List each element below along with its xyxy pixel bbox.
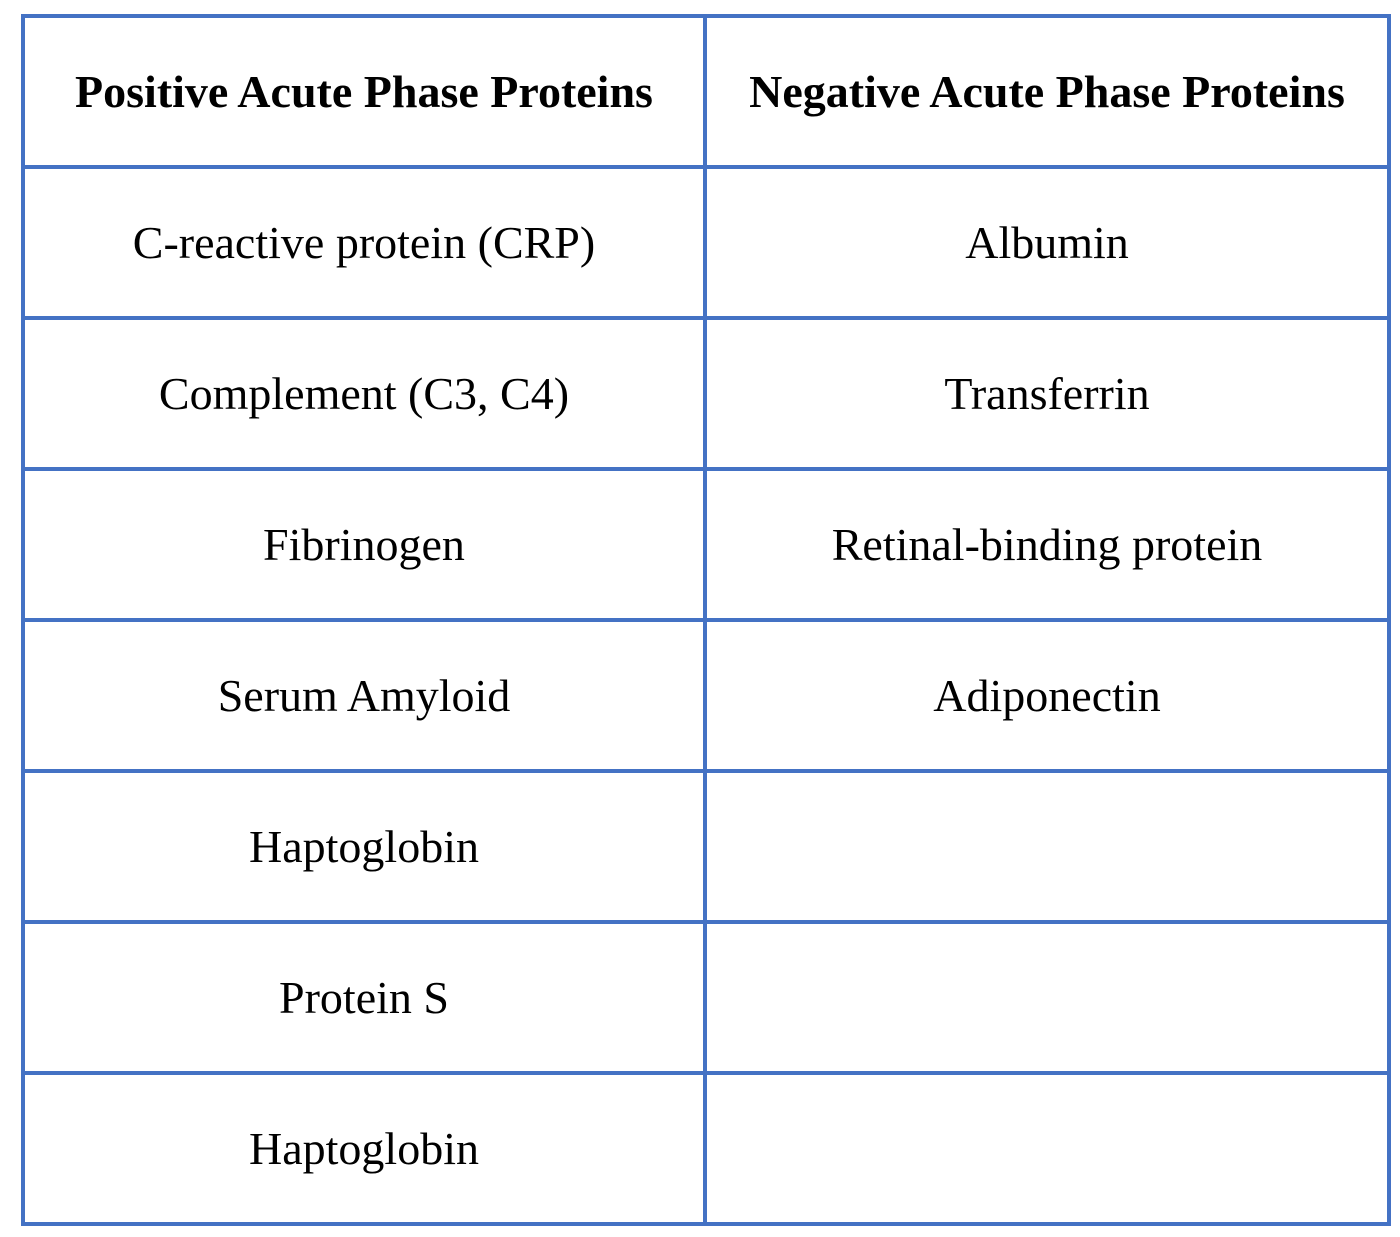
negative-cell [705, 771, 1389, 922]
table-row [23, 620, 1389, 771]
negative-cell [705, 922, 1389, 1073]
positive-cell: Haptoglobin [23, 771, 705, 922]
table-header-row [23, 16, 1389, 167]
positive-cell: C-reactive protein (CRP) [23, 167, 705, 318]
negative-cell: Retinal-binding protein [705, 469, 1389, 620]
negative-cell: Adiponectin [705, 620, 1389, 771]
table-row [23, 167, 1389, 318]
positive-cell: Serum Amyloid [23, 620, 705, 771]
acute-phase-proteins-table [21, 14, 1391, 1226]
table-row [23, 922, 1389, 1073]
positive-cell: Complement (C3, C4) [23, 318, 705, 469]
positive-cell: Haptoglobin [23, 1073, 705, 1224]
negative-cell [705, 1073, 1389, 1224]
table-row [23, 1073, 1389, 1224]
negative-cell: Albumin [705, 167, 1389, 318]
header-negative: Negative Acute Phase Proteins [705, 16, 1389, 167]
table-row [23, 318, 1389, 469]
positive-cell: Protein S [23, 922, 705, 1073]
header-positive: Positive Acute Phase Proteins [23, 16, 705, 167]
negative-cell: Transferrin [705, 318, 1389, 469]
table-row [23, 771, 1389, 922]
table-row [23, 469, 1389, 620]
positive-cell: Fibrinogen [23, 469, 705, 620]
